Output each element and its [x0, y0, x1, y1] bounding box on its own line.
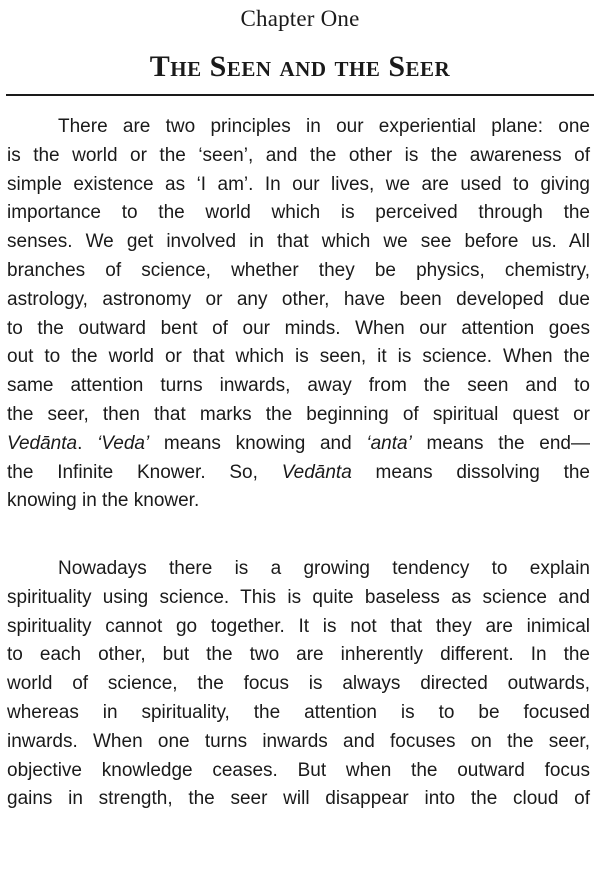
text-line: branches of science, whether they be physics, chemistry,	[7, 259, 590, 281]
text-line: inwards. When one turns inwards and focuses on the seer,	[7, 730, 590, 752]
text-run: means the end—	[411, 432, 590, 454]
paragraph-2	[7, 555, 590, 814]
text-run: means dissolving the	[351, 461, 590, 483]
text-line: objective knowledge ceases. But when the outward focus	[7, 759, 590, 781]
chapter-label: Chapter One	[240, 6, 360, 31]
text-line: There are two principles in our experiential plane: one	[58, 116, 590, 137]
text-line: to each other, but the two are inherently different. In the	[7, 644, 590, 666]
text-line: is the world or the ‘seen’, and the other is the awareness of	[7, 144, 590, 166]
text-run: the Infinite Knower. So,	[7, 461, 282, 483]
text-line: Nowadays there is a growing tendency to explain	[58, 558, 590, 579]
text-line: to the outward bent of our minds. When our attention goes	[7, 317, 590, 339]
text-line: astrology, astronomy or any other, have been developed due	[7, 288, 590, 310]
text-run: .	[77, 432, 98, 454]
italic-term: Vedānta	[7, 432, 78, 454]
text-line: same attention turns inwards, away from the seen and to	[7, 375, 590, 397]
text-line: knowing in the knower.	[7, 490, 200, 512]
text-run: means knowing and	[149, 432, 367, 454]
text-line: spirituality using science. This is quite baseless as science and	[7, 586, 590, 608]
text-line: the seer, then that marks the beginning of spiritual quest or	[7, 403, 590, 425]
chapter-title: The Seen and the Seer	[149, 50, 451, 83]
text-line: spirituality cannot go together. It is not that they are inimical	[7, 615, 590, 637]
text-line: gains in strength, the seer will disappear into the cloud of	[7, 788, 590, 810]
text-line: senses. We get involved in that which we see before us. All	[7, 231, 590, 253]
text-line: simple existence as ‘I am’. In our lives, we are used to giving	[7, 173, 590, 195]
text-line: importance to the world which is perceived through the	[7, 202, 590, 224]
text-line: world of science, the focus is always directed outwards,	[7, 673, 590, 695]
text-line: whereas in spirituality, the attention is to be focused	[7, 701, 590, 723]
text-line: out to the world or that which is seen, it is science. When the	[7, 346, 590, 368]
italic-term: ‘anta’	[366, 432, 412, 454]
text-line	[7, 430, 590, 459]
title-divider	[6, 94, 594, 96]
italic-term: ‘Veda’	[97, 432, 150, 454]
paragraph-1	[7, 113, 590, 516]
text-line	[7, 459, 590, 488]
italic-term: Vedānta	[281, 461, 352, 483]
